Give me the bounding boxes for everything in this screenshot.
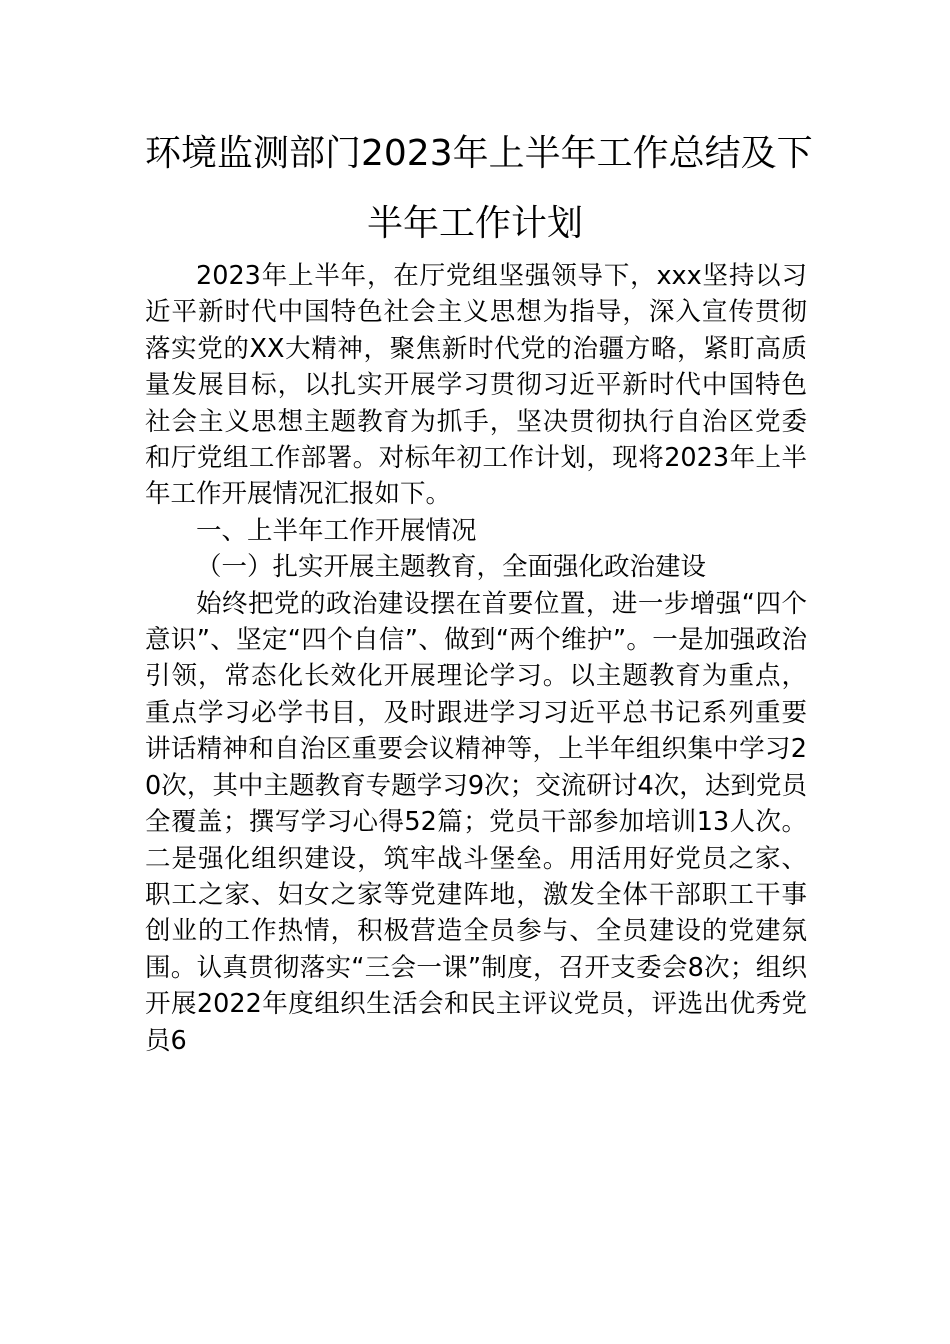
body-paragraph: 始终把党的政治建设摆在首要位置，进一步增强“四个意识”、坚定“四个自信”、做到“两个维护”。一是加强政治引领，常态化长效化开展理论学习。以主题教育为重点，重点学习必学书目，及时跟进学习习近平总书记系列重要讲话精神和自治区重要会议精神等，上半年组织集中学习20次，其中主题教育专题学习9次；交流研讨4次，达到党员全覆盖；撰写学习心得52篇；党员干部参加培训13人次。二是强化组织建设，筑牢战斗堡垒。用活用好党员之家、职工之家、妇女之家等党建阵地，激发全体干部职工干事创业的工作热情，积极营造全员参与、全员建设的党建氛围。认真贯彻落实“三会一课”制度，召开支委会8次；组织开展2022年度组织生活会和民主评议党员，评选出优秀党员6 xyxy=(145,588,807,1056)
document-body xyxy=(145,258,807,1059)
document-title-line-2: 半年工作计划 xyxy=(366,203,583,244)
intro-paragraph: 2023年上半年，在厅党组坚强领导下，xxx坚持以习近平新时代中国特色社会主义思想为指导，深入宣传贯彻落实党的XX大精神，聚焦新时代党的治疆方略，紧盯高质量发展目标，以扎实开展学习贯彻习近平新时代中国特色社会主义思想主题教育为抓手，坚决贯彻执行自治区党委和厅党组工作部署。对标年初工作计划，现将2023年上半年工作开展情况汇报如下。 xyxy=(145,261,807,510)
section-heading: 一、上半年工作开展情况 xyxy=(196,515,477,546)
document-title-line-1: 环境监测部门2023年上半年工作总结及下 xyxy=(145,133,813,174)
subsection-heading: （一）扎实开展主题教育，全面强化政治建设 xyxy=(196,552,707,583)
